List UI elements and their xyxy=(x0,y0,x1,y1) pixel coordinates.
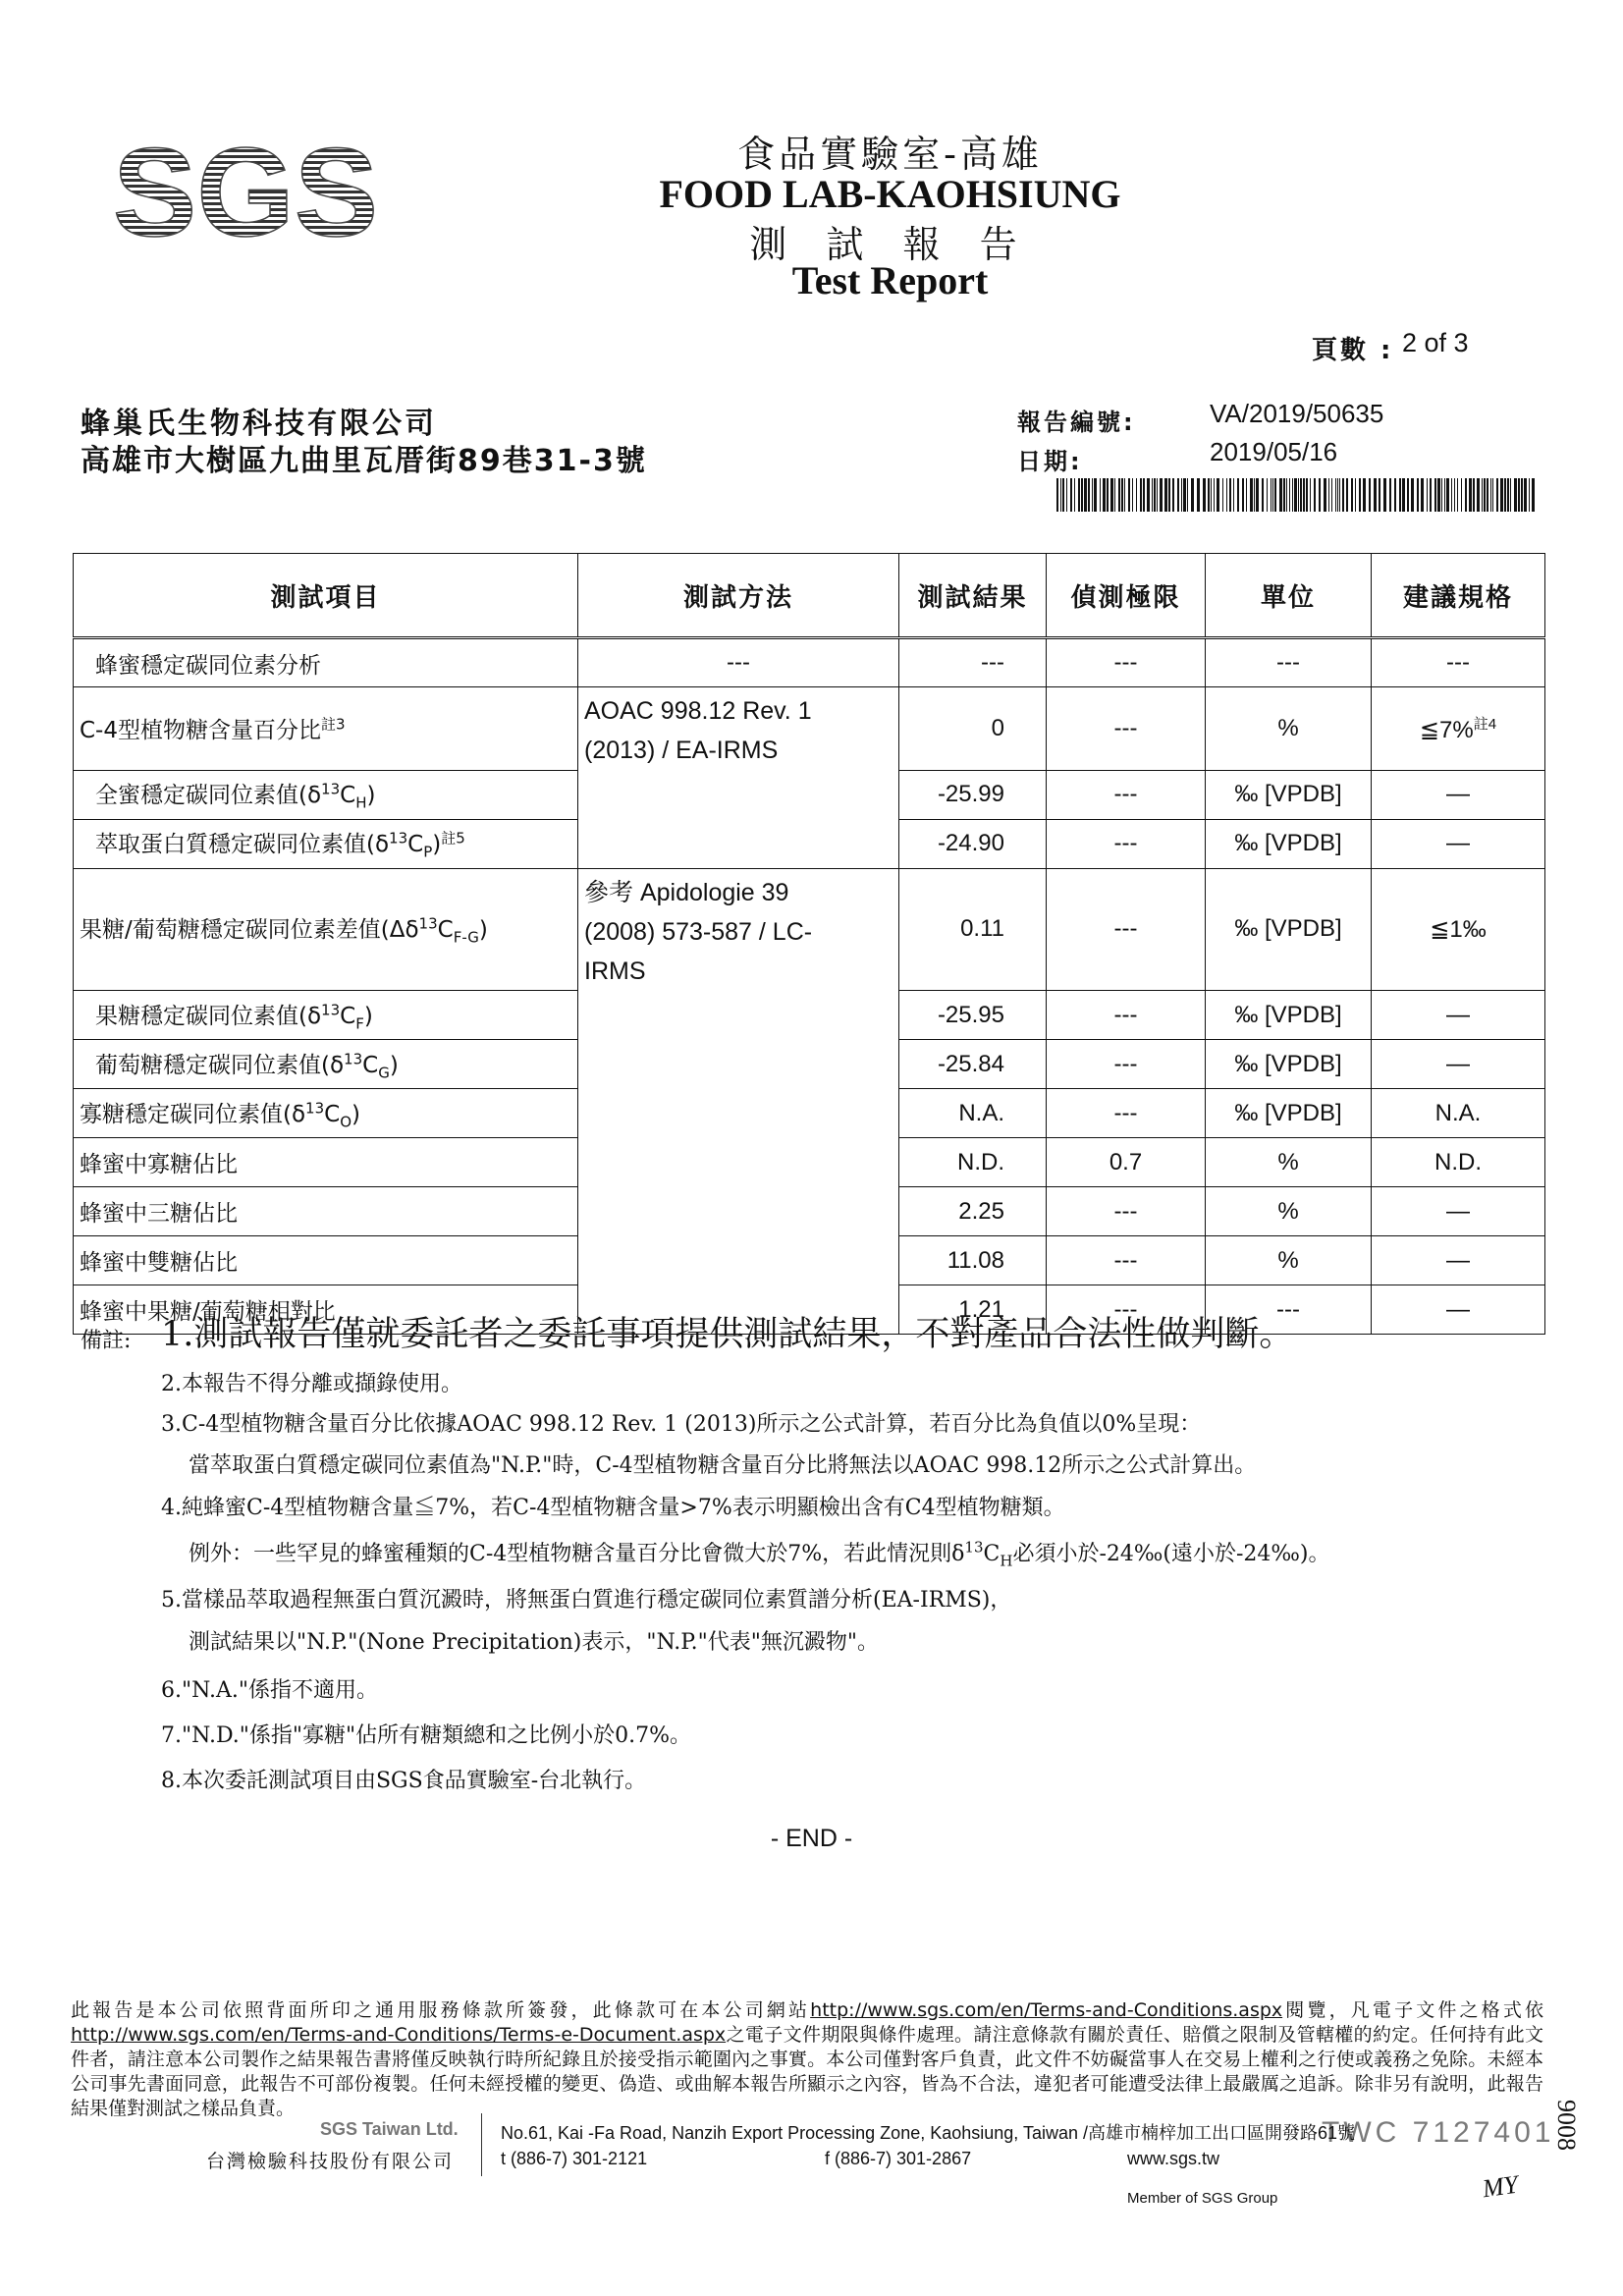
barcode-bar xyxy=(1286,478,1287,512)
barcode-bar xyxy=(1289,478,1290,512)
page-number: 2 of 3 xyxy=(1402,328,1469,357)
header-unit: 單位 xyxy=(1206,554,1372,638)
barcode-bar xyxy=(1092,478,1093,512)
unit: ‰ [VPDB] xyxy=(1206,1040,1372,1089)
barcode-bar xyxy=(1121,478,1123,512)
barcode-bar xyxy=(1124,478,1125,512)
barcode-bar xyxy=(1310,478,1311,512)
test-result: -25.84 xyxy=(899,1040,1047,1089)
barcode-bar xyxy=(1274,478,1276,512)
barcode-bar xyxy=(1524,478,1527,512)
barcode-bar xyxy=(1128,478,1130,512)
barcode-bar xyxy=(1056,478,1058,512)
terms-link[interactable]: http://www.sgs.com/en/Terms-and-Conditions.aspx xyxy=(810,1999,1283,2021)
note-2: 2.本報告不得分離或擷錄使用。 xyxy=(161,1372,462,1396)
spec: ≦1‰ xyxy=(1372,868,1545,991)
spec: — xyxy=(1372,1187,1545,1236)
barcode-bar xyxy=(1407,478,1409,512)
detection-limit: --- xyxy=(1047,1040,1206,1089)
barcode-bar xyxy=(1434,478,1436,512)
test-item: 全蜜穩定碳同位素值$(\delta^{13}C_H)$ xyxy=(74,770,578,819)
barcode-bar xyxy=(1487,478,1488,512)
barcode-bar xyxy=(1430,478,1432,512)
test-item: 蜂蜜中雙糖佔比 xyxy=(74,1236,578,1285)
barcode-bar xyxy=(1066,478,1067,512)
barcode-bar xyxy=(1306,478,1308,512)
barcode-bar xyxy=(1314,478,1316,512)
barcode-bar xyxy=(1164,478,1167,512)
detection-limit: --- xyxy=(1047,1089,1206,1138)
unit: --- xyxy=(1206,638,1372,687)
barcode-bar xyxy=(1242,478,1244,512)
barcode-bar xyxy=(1250,478,1253,512)
unit: ‰ [VPDB] xyxy=(1206,819,1372,868)
barcode-bar xyxy=(1510,478,1511,512)
barcode-bar xyxy=(1081,478,1083,512)
company-website: www.sgs.tw xyxy=(1127,2149,1220,2168)
test-result: --- xyxy=(899,638,1047,687)
note-8: 8.本次委託測試項目由SGS食品實驗室-台北執行。 xyxy=(161,1769,647,1793)
barcode-bar xyxy=(1427,478,1428,512)
company-name-cn: 台灣檢驗科技股份有限公司 xyxy=(206,2151,455,2172)
barcode-bar xyxy=(1339,478,1340,512)
barcode-bar xyxy=(1446,478,1449,512)
note-5a: 5.當樣品萃取過程無蛋白質沉澱時，將無蛋白質進行穩定碳同位素質譜分析(EA-IRMS)， xyxy=(161,1588,1012,1613)
barcode-bar xyxy=(1181,478,1182,512)
barcode-bar xyxy=(1374,478,1377,512)
note-5b: 測試結果以"N.P."(None Precipitation)表示，"N.P."代表"無沉澱物"。 xyxy=(189,1630,879,1655)
barcode-bar xyxy=(1217,478,1219,512)
barcode-bar xyxy=(1331,478,1332,512)
barcode-bar xyxy=(1177,478,1179,512)
barcode-bar xyxy=(1521,478,1523,512)
header-test-item: 測試項目 xyxy=(74,554,578,638)
side-number: 9008 xyxy=(1552,2100,1581,2151)
detection-limit: --- xyxy=(1047,991,1206,1040)
detection-limit: --- xyxy=(1047,868,1206,991)
barcode-bar xyxy=(1279,478,1282,512)
barcode-bar xyxy=(1172,478,1174,512)
table-row xyxy=(74,1236,1545,1285)
company-address: No.61, Kai -Fa Road, Nanzih Export Processing Zone, Kaohsiung, Taiwan /高雄市楠梓加工出口區開發路61號 xyxy=(501,2123,1356,2143)
barcode-bar xyxy=(1283,478,1285,512)
barcode-bar xyxy=(1441,478,1442,512)
note-7: 7."N.D."係指"寡糖"佔所有糖類總和之比例小於0.7%。 xyxy=(161,1723,692,1748)
disclaimer: 此報告是本公司依照背面所印之通用服務條款所簽發，此條款可在本公司網站http://www.sgs.com/en/Terms-and-Conditions.aspx閱覽，凡電子文件之格式依http://www.sgs.com/en/Terms-and-Conditions/Terms-e-Document.aspx之電子文件期限與條件處理。請注意條款有關於責任、賠償之限制及管轄權的約定。任何持有此文件者，請注意本公司製作之結果報告書將僅反映執行時所紀錄且於接受指示範圍內之事實。本公司僅對客戶負責，此文件不妨礙當事人在交易上權利之行使或義務之免除。未經本公司事先書面同意，此報告不可部份複製。任何未經授權的變更、偽造、或曲解本報告所顯示之內容，皆為不合法，違犯者可能遭受法律上最嚴厲之追訴。除非另有說明，此報告結果僅對測試之樣品負責。 xyxy=(71,1999,1543,2119)
barcode-bar xyxy=(1100,478,1101,512)
end-marker: - END - xyxy=(770,1825,853,1852)
unit: --- xyxy=(1206,1285,1372,1335)
barcode-bar xyxy=(1254,478,1255,512)
barcode-bar xyxy=(1369,478,1371,512)
barcode-bar xyxy=(1421,478,1424,512)
barcode-bar xyxy=(1328,478,1329,512)
method-cell-merged xyxy=(578,1236,899,1285)
test-result: 11.08 xyxy=(899,1236,1047,1285)
method-cell-merged xyxy=(578,1089,899,1138)
barcode-bar xyxy=(1300,478,1302,512)
barcode-bar xyxy=(1154,478,1156,512)
barcode-bar xyxy=(1160,478,1163,512)
signature-initials: MY xyxy=(1481,2169,1520,2204)
barcode-bar xyxy=(1084,478,1087,512)
page-label: 頁數 : xyxy=(1312,336,1394,365)
barcode-bar xyxy=(1379,478,1380,512)
barcode-bar xyxy=(1303,478,1305,512)
test-result: N.A. xyxy=(899,1089,1047,1138)
barcode-bar xyxy=(1211,478,1212,512)
barcode-bar xyxy=(1070,478,1072,512)
company-phone: t (886-7) 301-2121 xyxy=(501,2149,648,2168)
note-3b: 當萃取蛋白質穩定碳同位素值為"N.P."時，C-4型植物糖含量百分比將無法以AOAC 998.12所示之公式計算出。 xyxy=(189,1453,1257,1478)
barcode-bar xyxy=(1256,478,1259,512)
barcode-bar xyxy=(1532,478,1535,512)
company-name-en: SGS Taiwan Ltd. xyxy=(320,2119,459,2139)
test-result: -24.90 xyxy=(899,819,1047,868)
barcode-bar xyxy=(1477,478,1480,512)
test-item: 寡糖穩定碳同位素值$(\delta^{13}C_O)$ xyxy=(74,1089,578,1138)
test-method-apidologie: 參考 Apidologie 39 (2008) 573-587 / LC- IRMS xyxy=(578,868,899,991)
note-6: 6."N.A."係指不適用。 xyxy=(161,1678,378,1703)
spec: --- xyxy=(1372,638,1545,687)
test-item: 蜂蜜中三糖佔比 xyxy=(74,1187,578,1236)
barcode-bar xyxy=(1351,478,1353,512)
unit: % xyxy=(1206,1187,1372,1236)
barcode-bar xyxy=(1132,478,1133,512)
barcode-bar xyxy=(1222,478,1223,512)
note-3a: 3.C-4型植物糖含量百分比依據AOAC 998.12 Rev. 1 (2013)所示之公式計算，若百分比為負值以0%呈現： xyxy=(161,1412,1202,1437)
barcode-bar xyxy=(1507,478,1509,512)
barcode-bar xyxy=(1107,478,1109,512)
barcode-bar xyxy=(1324,478,1326,512)
company-fax: f (886-7) 301-2867 xyxy=(825,2149,972,2168)
barcode-bar xyxy=(1342,478,1344,512)
barcode-bar xyxy=(1152,478,1153,512)
barcode-bar xyxy=(1292,478,1293,512)
detection-limit: --- xyxy=(1047,819,1206,868)
barcode-bar xyxy=(1319,478,1321,512)
barcode-bar xyxy=(1490,478,1491,512)
test-item: 萃取蛋白質穩定碳同位素值$(\delta^{13}C_P)^{註5}$ xyxy=(74,819,578,868)
unit: ‰ [VPDB] xyxy=(1206,770,1372,819)
logo-text: SGS xyxy=(112,123,379,263)
barcode-bar xyxy=(1496,478,1498,512)
note-4b: 例外：一些罕見的蜂蜜種類的C-4型植物糖含量百分比會微大於7%，若此情況則$\delta^{13}C_H$必須小於-24‰(遠小於-24‰)。 xyxy=(189,1538,1330,1570)
barcode-bar xyxy=(1444,478,1445,512)
barcode-bar xyxy=(1226,478,1227,512)
footer-divider xyxy=(481,2113,482,2176)
barcode-bar xyxy=(1335,478,1336,512)
barcode-bar xyxy=(1469,478,1472,512)
note-4a: 4.純蜂蜜C-4型植物糖含量≦7%，若C-4型植物糖含量>7%表示明顯檢出含有C4型植物糖類。 xyxy=(161,1496,1065,1520)
results-table xyxy=(73,553,1545,1335)
barcode-bar xyxy=(1294,478,1297,512)
barcode-bar xyxy=(1411,478,1414,512)
barcode-bar xyxy=(1482,478,1483,512)
barcode-bar xyxy=(1237,478,1239,512)
method-cell-merged xyxy=(578,991,899,1040)
spec: ≦7%$^{註4}$ xyxy=(1372,687,1545,771)
test-result: -25.99 xyxy=(899,770,1047,819)
barcode-bar xyxy=(1168,478,1170,512)
lab-title-cn: 食品實驗室-高雄 xyxy=(737,133,1043,176)
test-result: N.D. xyxy=(899,1138,1047,1187)
footnote-ref: 註4 xyxy=(1473,715,1497,733)
unit: % xyxy=(1206,1138,1372,1187)
detection-limit: --- xyxy=(1047,1285,1206,1335)
barcode-bar xyxy=(1229,478,1231,512)
barcode-bar xyxy=(1518,478,1520,512)
barcode-bar xyxy=(1088,478,1090,512)
detection-limit: --- xyxy=(1047,638,1206,687)
header-result: 測試結果 xyxy=(899,554,1047,638)
barcode-bar xyxy=(1337,478,1338,512)
barcode-bar xyxy=(1298,478,1299,512)
note-1: 1.測試報告僅就委託者之委託事項提供測試結果，不對產品合法性做判斷。 xyxy=(161,1315,1294,1354)
spec: — xyxy=(1372,770,1545,819)
spec: N.D. xyxy=(1372,1138,1545,1187)
test-method: --- xyxy=(578,638,899,687)
report-date: 2019/05/16 xyxy=(1210,437,1338,466)
barcode-bar xyxy=(1272,478,1273,512)
method-cell-merged xyxy=(578,1138,899,1187)
barcode-bar xyxy=(1465,478,1467,512)
barcode-bar xyxy=(1484,478,1486,512)
header-test-method: 測試方法 xyxy=(578,554,899,638)
test-item: 蜂蜜中果糖/葡萄糖相對比 xyxy=(74,1285,578,1335)
barcode-bar xyxy=(1078,478,1080,512)
barcode-bar xyxy=(1114,478,1115,512)
test-item: 果糖穩定碳同位素值$(\delta^{13}C_F)$ xyxy=(74,991,578,1040)
barcode-bar xyxy=(1437,478,1440,512)
table-header-row xyxy=(74,554,1545,638)
barcode-bar xyxy=(1492,478,1493,512)
barcode-bar xyxy=(1389,478,1391,512)
barcode-bar xyxy=(1346,478,1348,512)
barcode-bar xyxy=(1500,478,1503,512)
barcode-bar xyxy=(1143,478,1145,512)
detection-limit: --- xyxy=(1047,687,1206,771)
test-item: 蜂蜜穩定碳同位素分析 xyxy=(74,638,578,687)
table-row xyxy=(74,1089,1545,1138)
report-number: VA/2019/50635 xyxy=(1210,399,1384,428)
unit: % xyxy=(1206,1236,1372,1285)
barcode-bar xyxy=(1504,478,1506,512)
notes-label: 備註: xyxy=(81,1329,132,1353)
barcode-bar xyxy=(1203,478,1206,512)
barcode-bar xyxy=(1136,478,1137,512)
unit: ‰ [VPDB] xyxy=(1206,991,1372,1040)
barcode-bar xyxy=(1383,478,1386,512)
barcode-bar xyxy=(1454,478,1455,512)
barcode-bar xyxy=(1514,478,1517,512)
barcode-bar xyxy=(1062,478,1064,512)
test-result: 2.25 xyxy=(899,1187,1047,1236)
detection-limit: --- xyxy=(1047,770,1206,819)
barcode-bar xyxy=(1399,478,1401,512)
test-method-aoac: AOAC 998.12 Rev. 1 (2013) / EA-IRMS xyxy=(578,687,899,771)
barcode-bar xyxy=(1191,478,1194,512)
test-item: 果糖/葡萄糖穩定碳同位素差值$(\Delta\delta^{13}C_{F-G})$ xyxy=(74,868,578,991)
footnote-ref: 註5 xyxy=(441,829,465,847)
method-cell-merged xyxy=(578,770,899,819)
spec: — xyxy=(1372,1285,1545,1335)
barcode-bar xyxy=(1147,478,1150,512)
table-row xyxy=(74,1138,1545,1187)
barcode-bar xyxy=(1074,478,1075,512)
barcode-bar xyxy=(1267,478,1268,512)
barcode-bar xyxy=(1110,478,1113,512)
header-detection-limit: 偵測極限 xyxy=(1047,554,1206,638)
table-row xyxy=(74,638,1545,687)
test-result: 1.21 xyxy=(899,1285,1047,1335)
barcode-bar xyxy=(1103,478,1106,512)
customer-name: 蜂巢氏生物科技有限公司 xyxy=(81,407,437,441)
barcode xyxy=(1056,478,1540,512)
barcode-bar xyxy=(1094,478,1097,512)
barcode-bar xyxy=(1473,478,1475,512)
spec: — xyxy=(1372,819,1545,868)
barcode-bar xyxy=(1402,478,1405,512)
table-row xyxy=(74,1040,1545,1089)
header-spec: 建議規格 xyxy=(1372,554,1545,638)
table-row xyxy=(74,1187,1545,1236)
barcode-bar xyxy=(1118,478,1120,512)
barcode-bar xyxy=(1197,478,1200,512)
barcode-bar xyxy=(1208,478,1210,512)
barcode-bar xyxy=(1140,478,1142,512)
document-serial: TWC 7127401 xyxy=(1322,2116,1555,2149)
detection-limit: --- xyxy=(1047,1236,1206,1285)
barcode-bar xyxy=(1451,478,1452,512)
test-result: 0.11 xyxy=(899,868,1047,991)
barcode-bar xyxy=(1183,478,1186,512)
report-number-label: 報告編號: xyxy=(1017,409,1136,436)
member-of-group: Member of SGS Group xyxy=(1127,2190,1278,2207)
spec: — xyxy=(1372,1236,1545,1285)
spec: — xyxy=(1372,991,1545,1040)
test-item: 蜂蜜中寡糖佔比 xyxy=(74,1138,578,1187)
method-cell-merged xyxy=(578,819,899,868)
detection-limit: 0.7 xyxy=(1047,1138,1206,1187)
barcode-bar xyxy=(1363,478,1366,512)
barcode-bar xyxy=(1157,478,1158,512)
footnote-ref: 註3 xyxy=(321,715,346,734)
barcode-bar xyxy=(1214,478,1215,512)
barcode-bar xyxy=(1394,478,1396,512)
spec: N.A. xyxy=(1372,1089,1545,1138)
e-document-terms-link[interactable]: http://www.sgs.com/en/Terms-and-Conditions/Terms-e-Document.aspx xyxy=(71,2024,727,2046)
barcode-bar xyxy=(1359,478,1361,512)
date-label: 日期: xyxy=(1017,448,1083,475)
barcode-bar xyxy=(1262,478,1264,512)
barcode-bar xyxy=(1233,478,1234,512)
unit: ‰ [VPDB] xyxy=(1206,1089,1372,1138)
detection-limit: --- xyxy=(1047,1187,1206,1236)
test-item: 葡萄糖穩定碳同位素值$(\delta^{13}C_G)$ xyxy=(74,1040,578,1089)
customer-address: 高雄市大樹區九曲里瓦厝街89巷31-3號 xyxy=(81,444,647,478)
report-title-en: Test Report xyxy=(791,258,989,302)
barcode-bar xyxy=(1355,478,1356,512)
table-row xyxy=(74,819,1545,868)
spec: — xyxy=(1372,1040,1545,1089)
lab-title-en: FOOD LAB-KAOHSIUNG xyxy=(659,172,1121,216)
table-row xyxy=(74,770,1545,819)
table-row xyxy=(74,991,1545,1040)
barcode-bar xyxy=(1461,478,1462,512)
barcode-bar xyxy=(1060,478,1061,512)
unit: ‰ [VPDB] xyxy=(1206,868,1372,991)
table-row xyxy=(74,687,1545,771)
test-result: 0 xyxy=(899,687,1047,771)
method-cell-merged xyxy=(578,1040,899,1089)
method-cell-merged xyxy=(578,1187,899,1236)
barcode-bar xyxy=(1529,478,1530,512)
report-title-cn: 測 試 報 告 xyxy=(749,223,1031,266)
test-result: -25.95 xyxy=(899,991,1047,1040)
barcode-bar xyxy=(1457,478,1458,512)
barcode-bar xyxy=(1246,478,1247,512)
unit: % xyxy=(1206,687,1372,771)
table-row xyxy=(74,868,1545,991)
barcode-bar xyxy=(1187,478,1188,512)
test-item: C-4型植物糖含量百分比$^{註3}$ xyxy=(74,687,578,771)
barcode-bar xyxy=(1417,478,1419,512)
